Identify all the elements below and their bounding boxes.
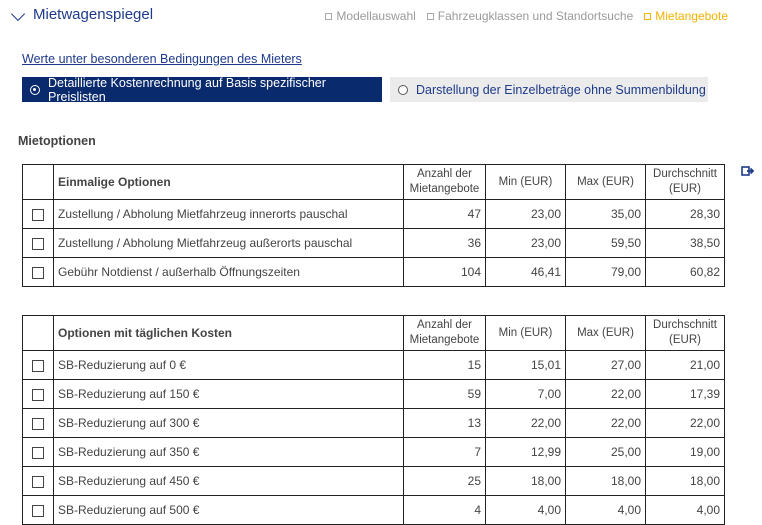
step-square-icon <box>427 13 434 20</box>
cell-label: Gebühr Notdienst / außerhalb Öffnungszeiten <box>54 258 404 287</box>
cell-min: 23,00 <box>486 200 566 229</box>
cell-count: 59 <box>404 380 486 409</box>
header-checkbox-cell <box>23 316 54 351</box>
cell-avg: 21,00 <box>646 351 725 380</box>
radio-unchecked-icon <box>398 85 408 95</box>
cell-avg: 18,00 <box>646 467 725 496</box>
one-time-options-table <box>22 164 725 287</box>
cell-label: SB-Reduzierung auf 150 € <box>54 380 404 409</box>
step-rental-offers[interactable] <box>644 9 728 23</box>
cell-label: SB-Reduzierung auf 0 € <box>54 351 404 380</box>
page-header <box>0 0 762 32</box>
cell-max: 59,50 <box>566 229 646 258</box>
cell-avg: 60,82 <box>646 258 725 287</box>
radio-label: Detaillierte Kostenrechnung auf Basis spezifischer Preislisten <box>48 75 326 104</box>
row-checkbox[interactable] <box>32 418 44 430</box>
table-row <box>23 380 725 409</box>
cell-count: 25 <box>404 467 486 496</box>
cell-avg: 19,00 <box>646 438 725 467</box>
cell-count: 47 <box>404 200 486 229</box>
column-header-min: Min (EUR) <box>486 316 566 351</box>
cell-label: Zustellung / Abholung Mietfahrzeug innerorts pauschal <box>54 200 404 229</box>
cell-max: 79,00 <box>566 258 646 287</box>
table-row <box>23 351 725 380</box>
radio-detailed-calculation[interactable] <box>22 77 382 102</box>
checkbox-cell <box>23 351 54 380</box>
cell-avg: 38,50 <box>646 229 725 258</box>
table-header-row <box>23 316 725 351</box>
radio-checked-icon <box>30 85 40 95</box>
cell-min: 46,41 <box>486 258 566 287</box>
row-checkbox[interactable] <box>32 476 44 488</box>
cell-count: 13 <box>404 409 486 438</box>
column-header-min: Min (EUR) <box>486 165 566 200</box>
row-checkbox[interactable] <box>32 209 44 221</box>
cell-label: SB-Reduzierung auf 500 € <box>54 496 404 525</box>
cell-label: SB-Reduzierung auf 450 € <box>54 467 404 496</box>
table-row <box>23 229 725 258</box>
column-header-option: Einmalige Optionen <box>54 165 404 200</box>
cell-count: 15 <box>404 351 486 380</box>
cell-count: 4 <box>404 496 486 525</box>
cell-min: 4,00 <box>486 496 566 525</box>
row-checkbox[interactable] <box>32 267 44 279</box>
chevron-down-icon[interactable] <box>11 7 25 21</box>
step-square-icon <box>644 13 651 20</box>
checkbox-cell <box>23 258 54 287</box>
cell-max: 25,00 <box>566 438 646 467</box>
column-header-option: Optionen mit täglichen Kosten <box>54 316 404 351</box>
cell-max: 4,00 <box>566 496 646 525</box>
table-row <box>23 496 725 525</box>
step-navigation <box>325 9 728 23</box>
table-header-row <box>23 165 725 200</box>
step-label: Fahrzeugklassen und Standortsuche <box>437 9 634 23</box>
cell-count: 104 <box>404 258 486 287</box>
column-header-count: Anzahl der Mietangebote <box>404 165 486 200</box>
cell-avg: 22,00 <box>646 409 725 438</box>
cell-min: 23,00 <box>486 229 566 258</box>
row-checkbox[interactable] <box>32 447 44 459</box>
cell-count: 7 <box>404 438 486 467</box>
export-icon[interactable] <box>741 164 755 178</box>
checkbox-cell <box>23 496 54 525</box>
table-row <box>23 200 725 229</box>
header-checkbox-cell <box>23 165 54 200</box>
checkbox-cell <box>23 438 54 467</box>
cell-max: 22,00 <box>566 409 646 438</box>
table-row <box>23 438 725 467</box>
page-title: Mietwagenspiegel <box>33 6 154 23</box>
row-checkbox[interactable] <box>32 360 44 372</box>
row-checkbox[interactable] <box>32 505 44 517</box>
cell-max: 27,00 <box>566 351 646 380</box>
radio-label: Darstellung der Einzelbeträge ohne Summenbildung <box>416 82 706 97</box>
cell-max: 22,00 <box>566 380 646 409</box>
step-label: Mietangebote <box>655 9 728 23</box>
step-model-selection[interactable] <box>325 9 415 23</box>
cell-avg: 28,30 <box>646 200 725 229</box>
column-header-count: Anzahl der Mietangebote <box>404 316 486 351</box>
column-header-max: Max (EUR) <box>566 165 646 200</box>
cell-count: 36 <box>404 229 486 258</box>
cell-label: SB-Reduzierung auf 300 € <box>54 409 404 438</box>
column-header-avg: Durchschnitt (EUR) <box>646 165 725 200</box>
step-square-icon <box>325 13 332 20</box>
column-header-max: Max (EUR) <box>566 316 646 351</box>
step-label: Modellauswahl <box>336 9 416 23</box>
checkbox-cell <box>23 380 54 409</box>
column-header-avg: Durchschnitt (EUR) <box>646 316 725 351</box>
checkbox-cell <box>23 229 54 258</box>
cell-min: 18,00 <box>486 467 566 496</box>
checkbox-cell <box>23 409 54 438</box>
step-vehicle-classes[interactable] <box>427 9 633 23</box>
table-row <box>23 409 725 438</box>
cell-min: 12,99 <box>486 438 566 467</box>
section-title: Mietoptionen <box>18 134 96 148</box>
row-checkbox[interactable] <box>32 389 44 401</box>
cell-label: SB-Reduzierung auf 350 € <box>54 438 404 467</box>
cell-min: 7,00 <box>486 380 566 409</box>
table-row <box>23 258 725 287</box>
cell-label: Zustellung / Abholung Mietfahrzeug außerorts pauschal <box>54 229 404 258</box>
cell-avg: 4,00 <box>646 496 725 525</box>
cell-min: 15,01 <box>486 351 566 380</box>
cell-min: 22,00 <box>486 409 566 438</box>
radio-single-amounts[interactable] <box>390 77 708 102</box>
row-checkbox[interactable] <box>32 238 44 250</box>
daily-options-table <box>22 315 725 525</box>
cell-avg: 17,39 <box>646 380 725 409</box>
special-conditions-link[interactable]: Werte unter besonderen Bedingungen des Mieters <box>22 52 302 66</box>
checkbox-cell <box>23 200 54 229</box>
cell-max: 18,00 <box>566 467 646 496</box>
table-row <box>23 467 725 496</box>
cell-max: 35,00 <box>566 200 646 229</box>
checkbox-cell <box>23 467 54 496</box>
